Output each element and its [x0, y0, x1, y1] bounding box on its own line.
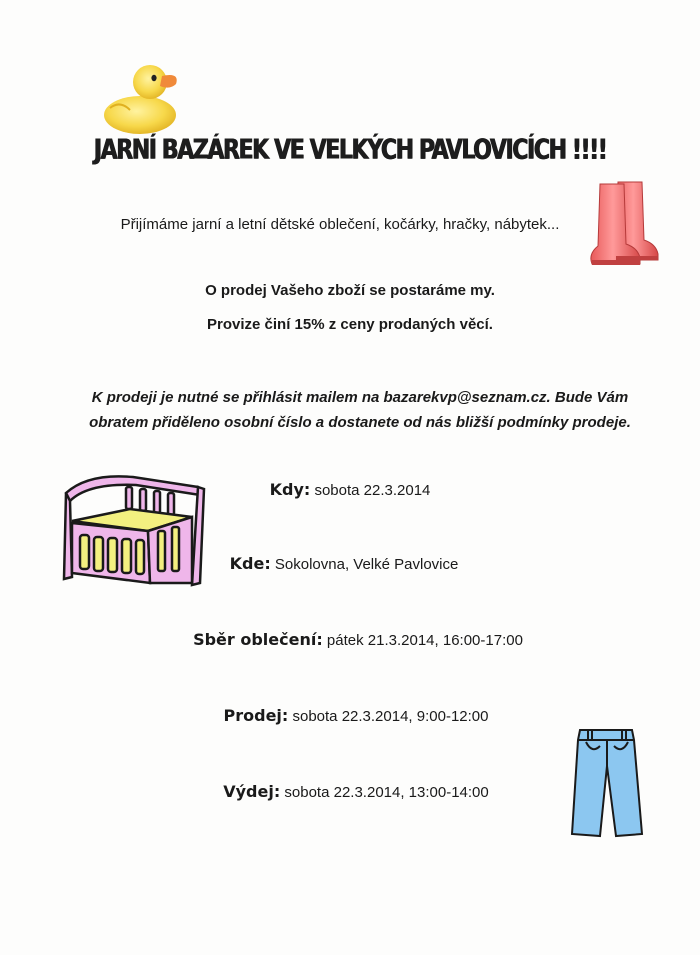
detail-collection-label: Sběr oblečení:	[193, 630, 323, 649]
detail-where-label: Kde:	[229, 554, 271, 573]
registration-line-2: obratem přiděleno osobní číslo a dostanete od nás bližší podmínky prodeje.	[89, 414, 631, 431]
detail-sale	[6, 706, 700, 725]
intro-text: Přijímáme jarní a letní dětské oblečení, kočárky, hračky, nábytek...	[120, 216, 560, 233]
jeans-icon	[566, 726, 648, 842]
detail-sale-label: Prodej:	[223, 706, 289, 725]
registration-line-1: K prodeji je nutné se přihlásit mailem na bazarekvp@seznam.cz. Bude Vám	[91, 389, 629, 406]
detail-where-value: Sokolovna, Velké Pavlovice	[274, 556, 459, 573]
detail-pickup-value: sobota 22.3.2014, 13:00-14:00	[284, 784, 489, 801]
detail-collection-value: pátek 21.3.2014, 16:00-17:00	[326, 632, 523, 649]
sale-note: O prodej Vašeho zboží se postaráme my.	[205, 282, 495, 299]
detail-sale-value: sobota 22.3.2014, 9:00-12:00	[292, 708, 489, 725]
flyer-title: JARNÍ BAZÁREK VE VELKÝCH PAVLOVICÍCH !!!!	[93, 134, 607, 167]
detail-when	[0, 480, 700, 499]
detail-collection	[8, 630, 700, 649]
detail-when-value: sobota 22.3.2014	[314, 482, 431, 499]
registration-info	[60, 385, 660, 435]
detail-where	[0, 554, 694, 573]
commission-note: Provize činí 15% z ceny prodaných věcí.	[207, 316, 493, 333]
detail-pickup-label: Výdej:	[223, 782, 281, 801]
rubber-duck-icon	[100, 60, 185, 138]
detail-when-label: Kdy:	[269, 480, 311, 499]
